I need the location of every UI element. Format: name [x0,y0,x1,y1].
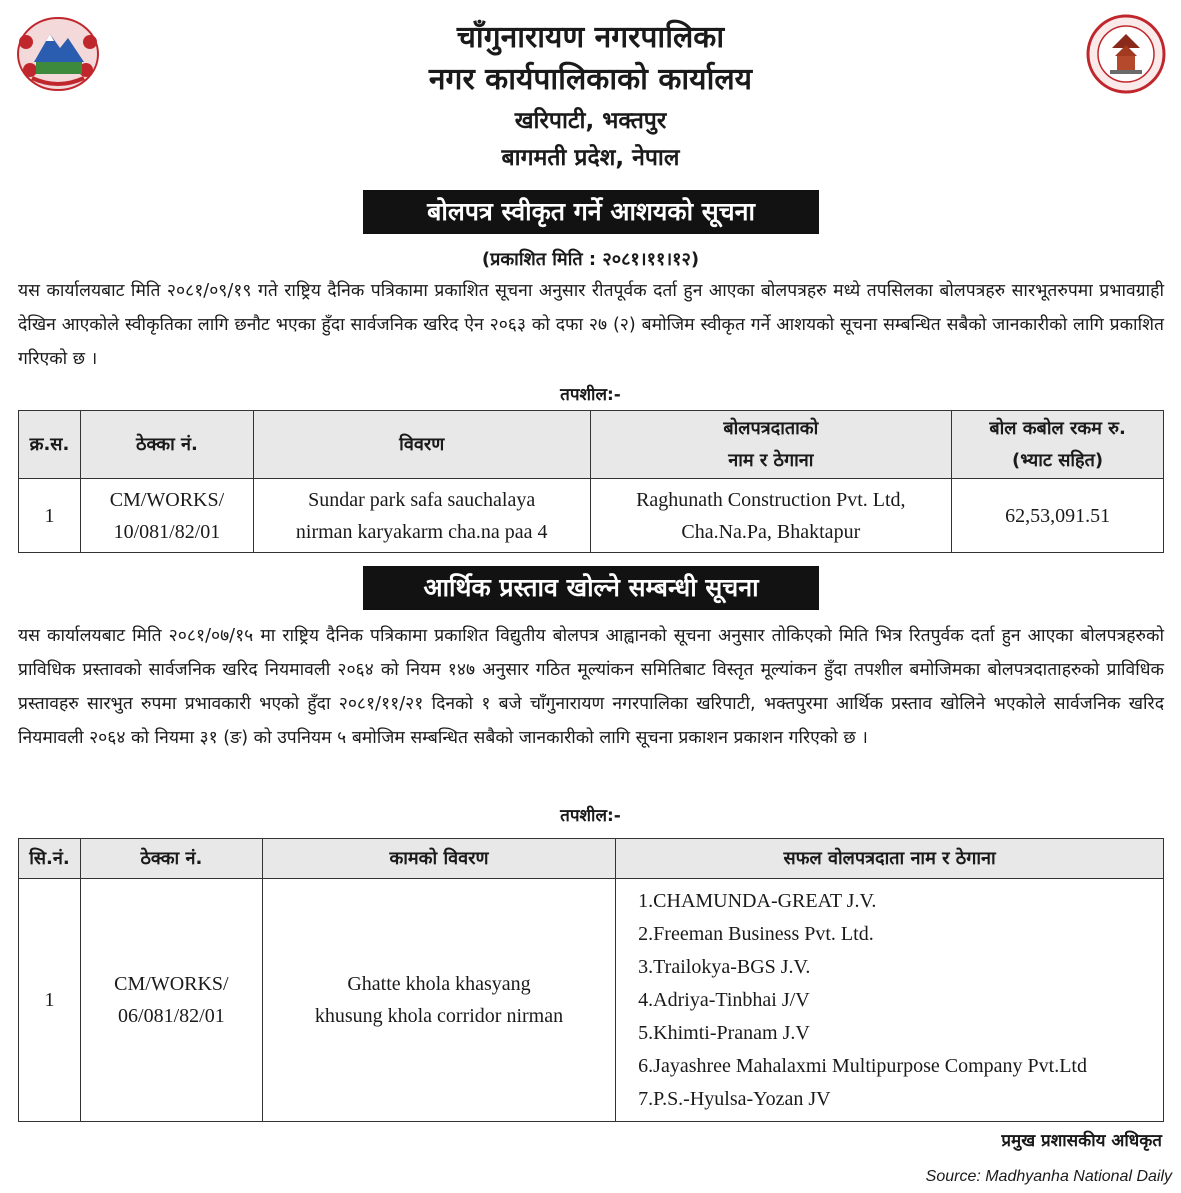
list-item: 3.Trailokya-BGS J.V. [638,955,811,978]
province-country: बागमती प्रदेश, नेपाल [501,145,680,171]
publish-date: (प्रकाशित मिति : २०८१।११।१२) [481,249,700,270]
notice2-title: आर्थिक प्रस्ताव खोल्ने सम्बन्धी सूचना [363,566,819,610]
office-header [0,18,1181,176]
row-sn: 1 [19,879,81,1122]
col-work-description: कामको विवरण [262,839,615,879]
municipality-name: चाँगुनारायण नगरपालिका [456,20,725,55]
table-header-row [19,839,1164,879]
notice2-body: यस कार्यालयबाट मिति २०८१/०७/१५ मा राष्ट्रिय दैनिक पत्रिकामा प्रकाशित विद्युतीय बोलपत्र आह्वानको सूचना अनुसार तोकिएको मिति भित्र रितपुर्वक दर्ता हुन आएका बोलपत्रहरुको प्राविधिक प्रस्तावको सार्वजनिक खरिद नियमावली २०६४ को नियम १४७ अनुसार गठित मूल्यांकन समितिबाट विस्तृत मूल्यांकन हुँदा तपशील बमोजिमका बोलपत्रदाताहरुको प्राविधिक प्रस्तावहरु सारभुत रुपमा प्रभावकारी भएको हुँदा २०८१/११/२१ दिनको १ बजे चाँगुनारायण नगरपालिका खरिपाटी, भक्तपुरमा आर्थिक प्रस्ताव खोलिने भएकोले सार्वजनिक खरिद नियमावली २०६४ को नियमा ३१ (ङ) को उपनियम ५ बमोजिम सम्बन्धित सबैको जानकारीको लागि सूचना प्रकाशन प्रकाशन गरिएको छ । [18,626,1164,748]
table-header-row [19,411,1164,479]
row-amount: 62,53,091.51 [952,479,1164,553]
notice1-table [18,410,1164,553]
notice2-subtitle: तपशील:- [560,806,621,826]
row-sn: 1 [19,479,81,553]
row-bidder: Raghunath Construction Pvt. Ltd, Cha.Na.Pa, Bhaktapur [590,479,952,553]
list-item: 5.Khimti-Pranam J.V [638,1021,810,1044]
source-credit: Source: Madhyanha National Daily [925,1168,1172,1185]
office-address: खरिपाटी, भक्तपुर [514,108,667,134]
list-item: 7.P.S.-Hyulsa-Yozan JV [638,1087,831,1110]
col-description: विवरण [253,411,590,479]
office-name: नगर कार्यपालिकाको कार्यालय [428,62,753,97]
col-successful-bidders: सफल वोलपत्रदाता नाम र ठेगाना [616,839,1164,879]
table-row [19,479,1164,553]
list-item: 4.Adriya-Tinbhai J/V [638,988,810,1011]
col-bidder: बोलपत्रदाताको नाम र ठेगाना [590,411,952,479]
list-item: 6.Jayashree Mahalaxmi Multipurpose Company Pvt.Ltd [638,1054,1087,1077]
list-item: 1.CHAMUNDA-GREAT J.V. [638,889,877,912]
row-contract-no: CM/WORKS/ 10/081/82/01 [80,479,253,553]
table-row [19,879,1164,1122]
notice1-title: बोलपत्र स्वीकृत गर्ने आशयको सूचना [363,190,819,234]
col-sn: सि.नं. [19,839,81,879]
notice2-table [18,838,1164,1122]
col-contract-no: ठेक्का नं. [80,839,262,879]
notice1-subtitle: तपशील:- [560,385,621,405]
col-contract-no: ठेक्का नं. [80,411,253,479]
col-amount: बोल कबोल रकम रु. (भ्याट सहित) [952,411,1164,479]
notice1-body: यस कार्यालयबाट मिति २०८१/०९/१९ गते राष्ट्रिय दैनिक पत्रिकामा प्रकाशित सूचना अनुसार रीतपूर्वक दर्ता हुन आएका बोलपत्रहरु मध्ये तपसिलका बोलपत्रहरु सारभूतरुपमा प्रभावग्राही देखिन आएकोले स्वीकृतिका लागि छनौट भएका हुँदा सार्वजनिक खरिद ऐन २०६३ को दफा २७ (२) बमोजिम स्वीकृत गर्ने आशयको सूचना सम्बन्धित सबैको जानकारीको लागि प्रकाशित गरिएको छ । [18,281,1164,369]
col-sn: क्र.स. [19,411,81,479]
row-bidders-list [616,879,1164,1122]
signatory-title: प्रमुख प्रशासकीय अधिकृत [1001,1131,1162,1151]
row-description: Ghatte khola khasyang khusung khola corridor nirman [262,879,615,1122]
list-item: 2.Freeman Business Pvt. Ltd. [638,922,874,945]
row-contract-no: CM/WORKS/ 06/081/82/01 [80,879,262,1122]
row-description: Sundar park safa sauchalaya nirman karyakarm cha.na paa 4 [253,479,590,553]
